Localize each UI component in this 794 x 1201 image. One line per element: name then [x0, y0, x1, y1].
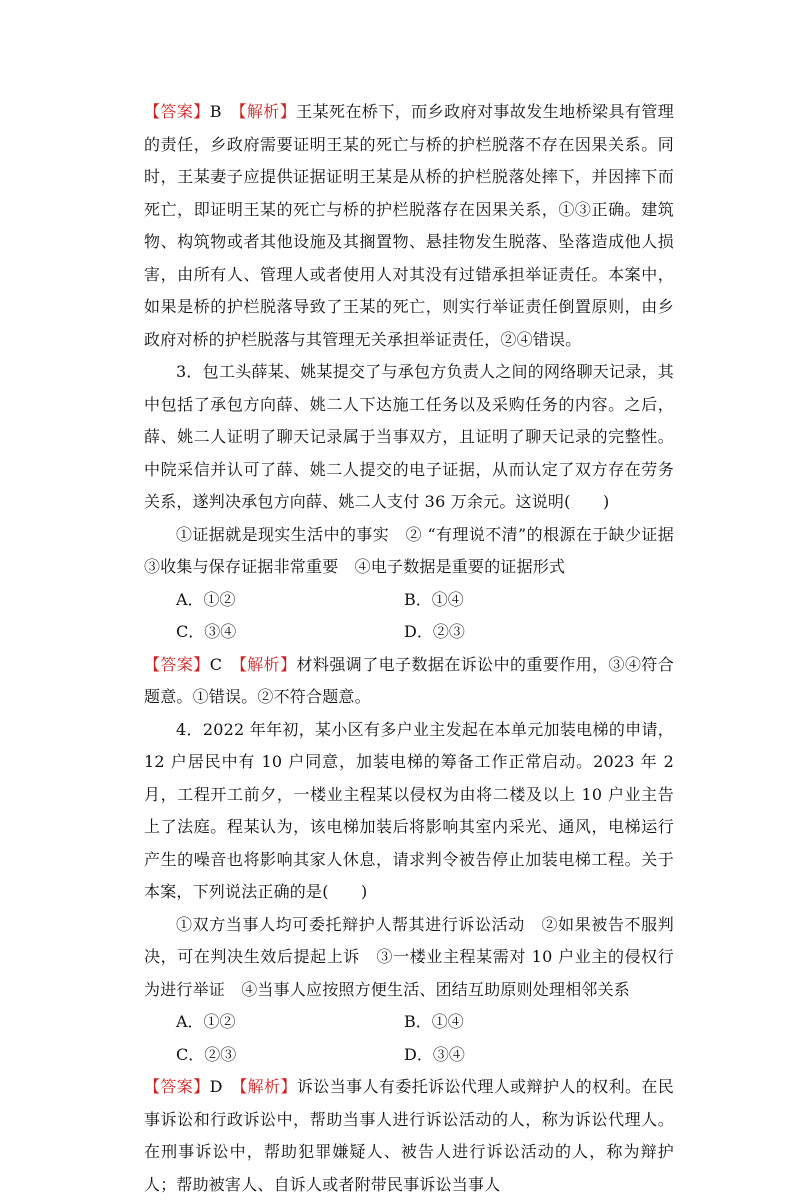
question-3-stem: 3．包工头薛某、姚某提交了与承包方负责人之间的网络聊天记录，其中包括了承包方向薛、姚二人下达施工任务以及采购任务的内容。之后，薛、姚二人证明了聊天记录属于当事双方，且证明了聊天记录的完整性。中院采信并认可了薛、姚二人提交的电子证据，从而认定了双方存在劳务关系，遂判决承包方向薛、姚二人支付 36 万余元。这说明( ): [144, 362, 674, 511]
option-a: A．①②: [176, 1012, 236, 1031]
answer-label: 【答案】: [144, 102, 210, 121]
question-4-stem: 4．2022 年年初，某小区有多户业主发起在本单元加装电梯的申请，12 户居民中有 10 户同意，加装电梯的筹备工作正常启动。2023 年 2 月，工程开工前夕，一楼业主程某以侵权为由将二楼及以上 10 户业主告上了法庭。程某认为，该电梯加装后将影响其室内采光、通风，电梯运行产生的噪音也将影响其家人休息，请求判令被告停止加装电梯工程。关于本案，下列说法正确的是( ): [144, 719, 674, 901]
option-d: D．②③: [404, 622, 465, 641]
answer-label: 【答案】: [144, 654, 210, 674]
analysis-label: 【解析】: [239, 1077, 297, 1096]
analysis-label: 【解析】: [238, 654, 297, 674]
answer-label: 【答案】: [144, 1077, 210, 1096]
answer-value: D: [209, 1077, 223, 1096]
analysis-label: 【解析】: [238, 102, 297, 121]
option-c: C．②③: [176, 1044, 237, 1064]
option-b: B．①④: [404, 1012, 464, 1031]
answer-block-4: [144, 1071, 674, 1201]
analysis-text: 材料强调了电子数据在诉讼中的重要作用，③④符合题意。①错误。②不符合题意。: [144, 654, 675, 706]
answer-value: C: [209, 654, 223, 674]
answer-block-3: [144, 649, 674, 714]
answer-value: B: [209, 102, 222, 121]
option-a: A．①②: [176, 589, 236, 609]
option-b: B．①④: [404, 589, 464, 609]
option-c: C．③④: [176, 622, 237, 641]
question-3-statements: ①证据就是现实生活中的事实 ② “有理说不清”的根源在于缺少证据 ③收集与保存证据非常重要 ④电子数据是重要的证据形式: [144, 524, 691, 576]
question-3-options: [144, 584, 674, 649]
analysis-text: 王某死在桥下，而乡政府对事故发生地桥梁具有管理的责任，乡政府需要证明王某的死亡与桥的护栏脱落不存在因果关系。同时，王某妻子应提供证据证明王某是从桥的护栏脱落处摔下，并因摔下而死亡，即证明王某的死亡与桥的护栏脱落存在因果关系，①③正确。建筑物、构筑物或者其他设施及其搁置物、悬挂物发生脱落、坠落造成他人损害，由所有人、管理人或者使用人对其没有过错承担举证责任。本案中，如果是桥的护栏脱落导致了王某的死亡，则实行举证责任倒置原则，由乡政府对桥的护栏脱落与其管理无关承担举证责任，②④错误。: [144, 102, 674, 349]
question-4-statements: ①双方当事人均可委托辩护人帮其进行诉讼活动 ②如果被告不服判决，可在判决生效后提起上诉 ③一楼业主程某需对 10 户业主的侵权行为进行举证 ④当事人应按照方便生活、团结互助原则处理相邻关系: [144, 914, 674, 999]
question-4-options: [144, 1006, 674, 1071]
option-d: D．③④: [404, 1044, 465, 1064]
answer-block-2: [144, 96, 674, 356]
analysis-text: 诉讼当事人有委托诉讼代理人或辩护人的权利。在民事诉讼和行政诉讼中，帮助当事人进行诉讼活动的人，称为诉讼代理人。在刑事诉讼中，帮助犯罪嫌疑人、被告人进行诉讼活动的人，称为辩护人；帮助被害人、自诉人或者附带民事诉讼当事人: [144, 1077, 674, 1194]
